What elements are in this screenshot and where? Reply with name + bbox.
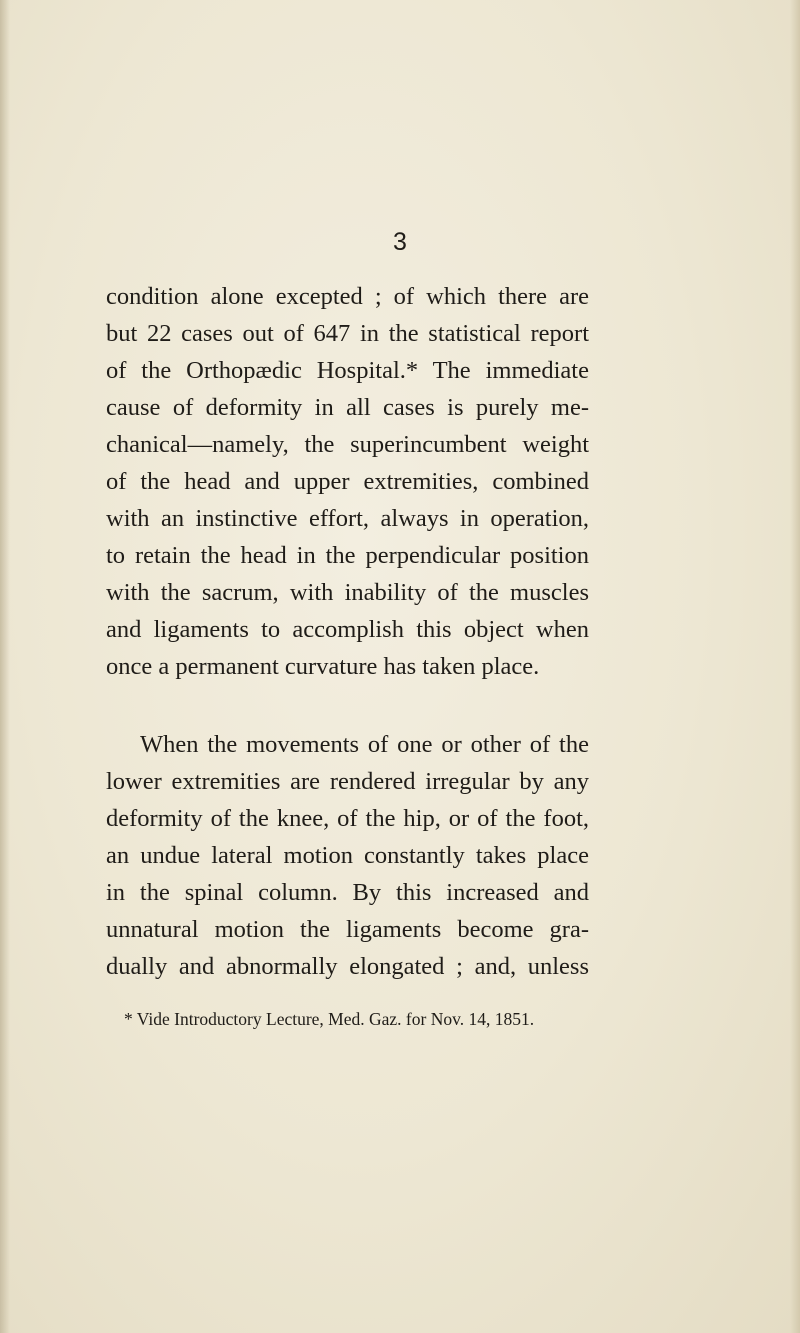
body-line: with an instinctive effort, always in operation, <box>106 505 589 532</box>
body-line: with the sacrum, with inability of the muscles <box>106 579 589 606</box>
body-line: once a permanent curvature has taken place. <box>106 653 540 680</box>
body-line: condition alone excepted ; of which there are <box>106 283 589 310</box>
body-line: When the movements of one or other of the <box>140 731 589 758</box>
body-line: unnatural motion the ligaments become gra- <box>106 916 589 943</box>
body-line: deformity of the knee, of the hip, or of the foot, <box>106 805 589 832</box>
page-gutter-shadow <box>0 0 10 1333</box>
body-line: and ligaments to accomplish this object when <box>106 616 589 643</box>
footnote: * Vide Introductory Lecture, Med. Gaz. for Nov. 14, 1851. <box>124 1009 535 1029</box>
body-line: cause of deformity in all cases is purely me- <box>106 394 589 421</box>
body-line: but 22 cases out of 647 in the statistical report <box>106 320 589 347</box>
body-line: of the Orthopædic Hospital.* The immediate <box>106 357 589 384</box>
body-line: in the spinal column. By this increased and <box>106 879 589 906</box>
body-line: dually and abnormally elongated ; and, unless <box>106 953 589 980</box>
page-edge-shadow <box>790 0 800 1333</box>
page-number: 3 <box>393 228 407 256</box>
body-line: an undue lateral motion constantly takes place <box>106 842 589 869</box>
body-line: of the head and upper extremities, combined <box>106 468 589 495</box>
body-line: chanical—namely, the superincumbent weight <box>106 431 589 458</box>
body-line: lower extremities are rendered irregular by any <box>106 768 589 795</box>
body-line: to retain the head in the perpendicular position <box>106 542 589 569</box>
